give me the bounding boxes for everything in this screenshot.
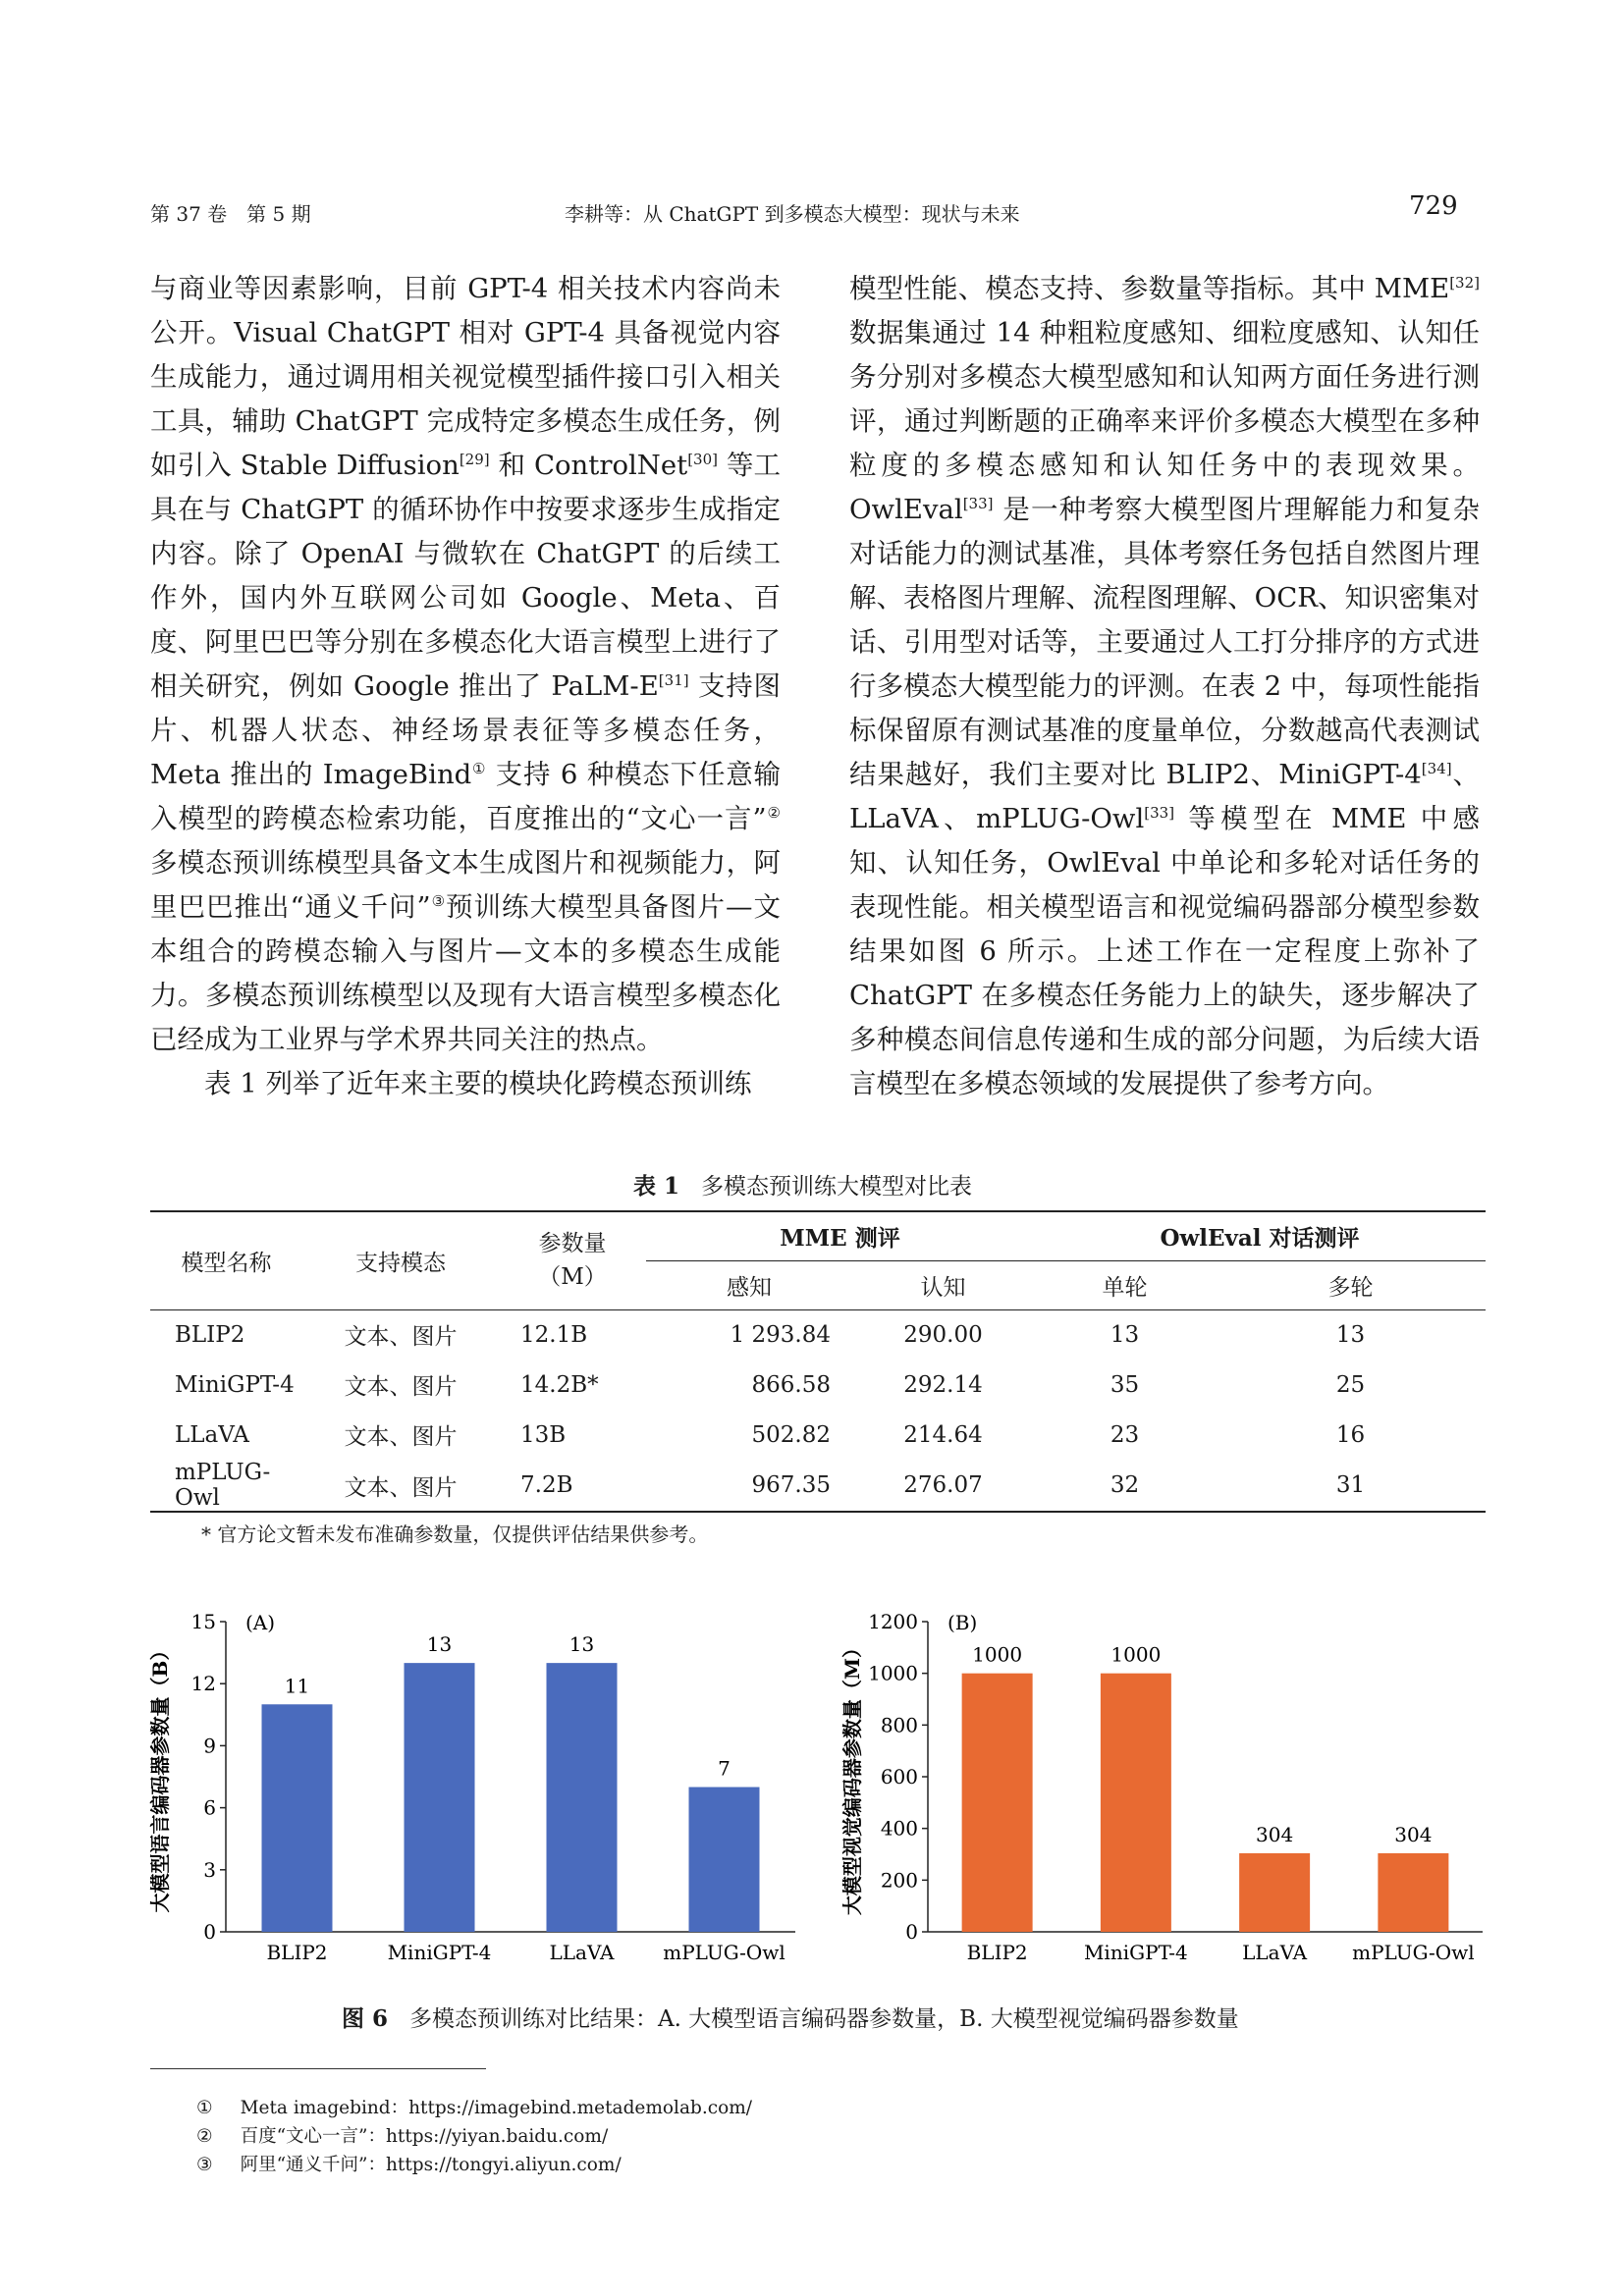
bar xyxy=(547,1663,618,1932)
citation: [30] xyxy=(687,450,718,468)
x-tick-label: LLaVA xyxy=(549,1941,615,1964)
data-label: 304 xyxy=(1394,1822,1433,1846)
cell-model: mPLUG-Owl xyxy=(175,1460,271,1511)
cell-modality: 文本、图片 xyxy=(344,1324,458,1351)
cell-perception: 967.35 xyxy=(751,1472,831,1498)
table-caption xyxy=(633,1168,972,1201)
bar xyxy=(962,1674,1033,1932)
panel-label: (B) xyxy=(947,1611,978,1634)
text-run: 支持图片、机器人状态、神经场景表征等多模态任务，Meta 推出的 ImageBind xyxy=(150,670,781,790)
running-title: 李耕等：从 ChatGPT 到多模态大模型：现状与未来 xyxy=(565,202,1020,226)
cell-modality: 文本、图片 xyxy=(344,1374,458,1400)
mme-label: MME 测评 xyxy=(780,1224,900,1252)
header-model: 模型名称 xyxy=(181,1250,272,1276)
cell-params: 13B xyxy=(520,1421,567,1448)
cell-model: BLIP2 xyxy=(175,1321,245,1348)
footnote-mark: ① xyxy=(471,759,487,777)
cell-modality: 文本、图片 xyxy=(344,1424,458,1450)
header-params-line1: 参数量 xyxy=(538,1231,607,1257)
y-tick-label: 1000 xyxy=(868,1661,918,1685)
header-mme xyxy=(646,1211,1034,1260)
cell-params: 7.2B xyxy=(520,1472,573,1498)
figure-caption xyxy=(342,2001,1239,2033)
chart-language-encoder xyxy=(147,1600,815,1983)
cell-multi: 16 xyxy=(1335,1421,1366,1448)
data-label: 1000 xyxy=(1110,1642,1162,1667)
bar xyxy=(405,1663,475,1932)
footnote xyxy=(196,2094,752,2119)
data-label: 1000 xyxy=(972,1642,1023,1667)
figure-number: 图 6 xyxy=(342,2005,389,2032)
cell-cognition: 292.14 xyxy=(903,1371,983,1398)
citation: [33] xyxy=(962,494,994,512)
y-tick-label: 6 xyxy=(203,1795,216,1820)
cell-multi: 31 xyxy=(1335,1472,1366,1498)
cell-single: 35 xyxy=(1110,1371,1140,1398)
table-row xyxy=(150,1410,1486,1460)
paragraph xyxy=(849,267,1480,1106)
y-tick-label: 3 xyxy=(203,1857,216,1882)
cell-cognition: 290.00 xyxy=(903,1321,983,1348)
table-row xyxy=(150,1460,1486,1512)
y-tick-label: 0 xyxy=(203,1920,216,1944)
footnote-mark: ② xyxy=(196,2126,213,2147)
footnote-mark: ① xyxy=(196,2098,213,2118)
page-number: 729 xyxy=(1409,191,1458,221)
cell-params: 12.1B xyxy=(520,1321,588,1348)
cell-perception: 1 293.84 xyxy=(730,1321,831,1348)
cell-multi: 13 xyxy=(1335,1321,1366,1348)
data-label: 304 xyxy=(1256,1822,1294,1846)
table-row xyxy=(150,1360,1486,1410)
paragraph: 表 1 列举了近年来主要的模块化跨模态预训练 xyxy=(204,1068,752,1099)
text-run: 和 ControlNet xyxy=(489,450,688,481)
header-params-line2: （M） xyxy=(538,1264,607,1291)
data-label: 13 xyxy=(568,1632,595,1657)
left-column xyxy=(150,267,781,1106)
figure-title: 多模态预训练对比结果：A. 大模型语言编码器参数量，B. 大模型视觉编码器参数量 xyxy=(408,2006,1239,2032)
x-tick-label: BLIP2 xyxy=(966,1941,1028,1964)
footnote-mark: ③ xyxy=(430,891,447,910)
y-tick-label: 12 xyxy=(190,1672,216,1696)
y-tick-label: 1200 xyxy=(868,1610,918,1633)
cell-model: LLaVA xyxy=(175,1421,249,1448)
data-label: 7 xyxy=(718,1756,731,1781)
cell-modality: 文本、图片 xyxy=(344,1474,458,1501)
text-run: 、LLaVA、mPLUG-Owl xyxy=(849,759,1481,834)
table-row xyxy=(150,1309,1486,1360)
y-tick-label: 0 xyxy=(905,1920,918,1944)
x-tick-label: mPLUG-Owl xyxy=(663,1941,785,1964)
bar xyxy=(1378,1853,1448,1932)
footnote xyxy=(196,2122,608,2148)
header-single-turn: 单轮 xyxy=(1102,1274,1148,1301)
citation: [32] xyxy=(1449,273,1480,292)
header-owleval xyxy=(1034,1211,1486,1260)
footnote-divider xyxy=(150,2068,486,2069)
header-modality: 支持模态 xyxy=(355,1250,446,1276)
header-params xyxy=(499,1211,646,1309)
paragraph xyxy=(150,267,781,1062)
header-perception: 感知 xyxy=(727,1274,772,1301)
x-tick-label: LLaVA xyxy=(1242,1941,1308,1964)
x-tick-label: MiniGPT-4 xyxy=(387,1941,492,1964)
footnote-text: Meta imagebind：https://imagebind.metademolab.com/ xyxy=(240,2098,752,2118)
citation: [34] xyxy=(1421,759,1452,777)
text-run: 等模型在 MME 中感知、认知任务，OwlEval 中单论和多轮对话任务的表现性能。相关模型语言和视觉编码器部分模型参数结果如图 6 所示。上述工作在一定程度上弥补了 ChatGPT 在多模态任务能力上的缺失，逐步解决了多种模态间信息传递和生成的部分问题，为后续大语言模型在多模态领域的发展提供了参考方向。 xyxy=(849,803,1480,1099)
chart-vision-encoder xyxy=(839,1600,1488,1983)
cell-cognition: 214.64 xyxy=(903,1421,983,1448)
cell-perception: 866.58 xyxy=(751,1371,831,1398)
text-run: 数据集通过 14 种粗粒度感知、细粒度感知、认知任务分别对多模态大模型感知和认知两方面任务进行测评，通过判断题的正确率来评价多模态大模型在多种粒度的多模态感知和认知任务中的表现效果。OwlEval xyxy=(849,317,1480,525)
cell-single: 13 xyxy=(1110,1321,1140,1348)
citation: [29] xyxy=(459,450,490,468)
journal-volume: 第 37 卷 第 5 期 xyxy=(150,202,311,226)
cell-cognition: 276.07 xyxy=(903,1472,983,1498)
cell-perception: 502.82 xyxy=(751,1421,831,1448)
citation: [33] xyxy=(1144,803,1175,822)
cell-model: MiniGPT-4 xyxy=(175,1371,295,1398)
table-title: 多模态预训练大模型对比表 xyxy=(700,1174,972,1200)
cell-multi: 25 xyxy=(1335,1371,1366,1398)
text-run: 等工具在与 ChatGPT 的循环协作中按要求逐步生成指定内容。除了 OpenAI 与微软在 ChatGPT 的后续工作外，国内外互联网公司如 Google、Meta、百度、阿里巴巴等分别在多模态化大语言模型上进行了相关研究，例如 Google 推出了 PaLM-E xyxy=(150,450,781,702)
data-label: 13 xyxy=(426,1632,453,1657)
y-tick-label: 15 xyxy=(190,1610,216,1633)
panel-label: (A) xyxy=(245,1611,276,1634)
header-multi-turn: 多轮 xyxy=(1327,1274,1374,1301)
footnote-text: 百度“文心一言”：https://yiyan.baidu.com/ xyxy=(240,2126,609,2147)
right-column xyxy=(849,267,1480,1106)
cell-single: 23 xyxy=(1110,1421,1140,1448)
text-run: 多模态预训练模型具备文本生成图片和视频能力，阿里巴巴推出“通义千问” xyxy=(150,847,781,923)
text-run: 支持 6 种模态下任意输入模型的跨模态检索功能，百度推出的“文心一言” xyxy=(150,759,781,834)
bar xyxy=(1101,1674,1171,1932)
text-run: 预训练大模型具备图片—文本组合的跨模态输入与图片—文本的多模态生成能力。多模态预训练模型以及现有大语言模型多模态化已经成为工业界与学术界共同关注的热点。 xyxy=(150,891,782,1055)
header-cognition: 认知 xyxy=(920,1274,966,1301)
text-run: 是一种考察大模型图片理解能力和复杂对话能力的测试基准，具体考察任务包括自然图片理解、表格图片理解、流程图理解、OCR、知识密集对话、引用型对话等，主要通过人工打分排序的方式进行多模态大模型能力的评测。在表 2 中，每项性能指标保留原有测试基准的度量单位，分数越高代表测试结果越好，我们主要对比 BLIP2、MiniGPT-4 xyxy=(849,494,1480,790)
footnote xyxy=(196,2151,622,2176)
y-axis-label: 大模型语言编码器参数量（B） xyxy=(148,1640,172,1913)
bar xyxy=(1239,1853,1310,1932)
footnote-text: 阿里“通义千问”：https://tongyi.aliyun.com/ xyxy=(240,2155,622,2175)
footnote-mark: ② xyxy=(766,803,781,822)
footnote-mark: ③ xyxy=(196,2155,213,2175)
table-number: 表 1 xyxy=(633,1173,680,1200)
data-label: 11 xyxy=(284,1674,310,1698)
bar xyxy=(262,1704,333,1932)
citation: [31] xyxy=(658,670,689,689)
comparison-table xyxy=(150,1210,1486,1513)
owleval-label: OwlEval 对话测评 xyxy=(1160,1224,1360,1252)
y-tick-label: 600 xyxy=(880,1765,918,1789)
bar xyxy=(689,1788,760,1932)
table-note: * 官方论文暂未发布准确参数量，仅提供评估结果供参考。 xyxy=(201,1522,709,1546)
text-run: 模型性能、模态支持、参数量等指标。其中 MME xyxy=(849,273,1450,304)
y-tick-label: 9 xyxy=(203,1734,216,1758)
y-tick-label: 400 xyxy=(880,1816,918,1841)
x-tick-label: MiniGPT-4 xyxy=(1083,1941,1188,1964)
cell-params: 14.2B* xyxy=(520,1371,599,1398)
y-axis-label: 大模型视觉编码器参数量（M） xyxy=(840,1637,864,1916)
x-tick-label: BLIP2 xyxy=(266,1941,328,1964)
y-tick-label: 800 xyxy=(880,1713,918,1737)
cell-single: 32 xyxy=(1110,1472,1140,1498)
text-run: 与商业等因素影响，目前 GPT-4 相关技术内容尚未公开。Visual ChatGPT 相对 GPT-4 具备视觉内容生成能力，通过调用相关视觉模型插件接口引入相关工具，辅助 ChatGPT 完成特定多模态生成任务，例如引入 Stable Diffusion xyxy=(150,273,781,481)
y-tick-label: 200 xyxy=(880,1868,918,1893)
x-tick-label: mPLUG-Owl xyxy=(1352,1941,1475,1964)
